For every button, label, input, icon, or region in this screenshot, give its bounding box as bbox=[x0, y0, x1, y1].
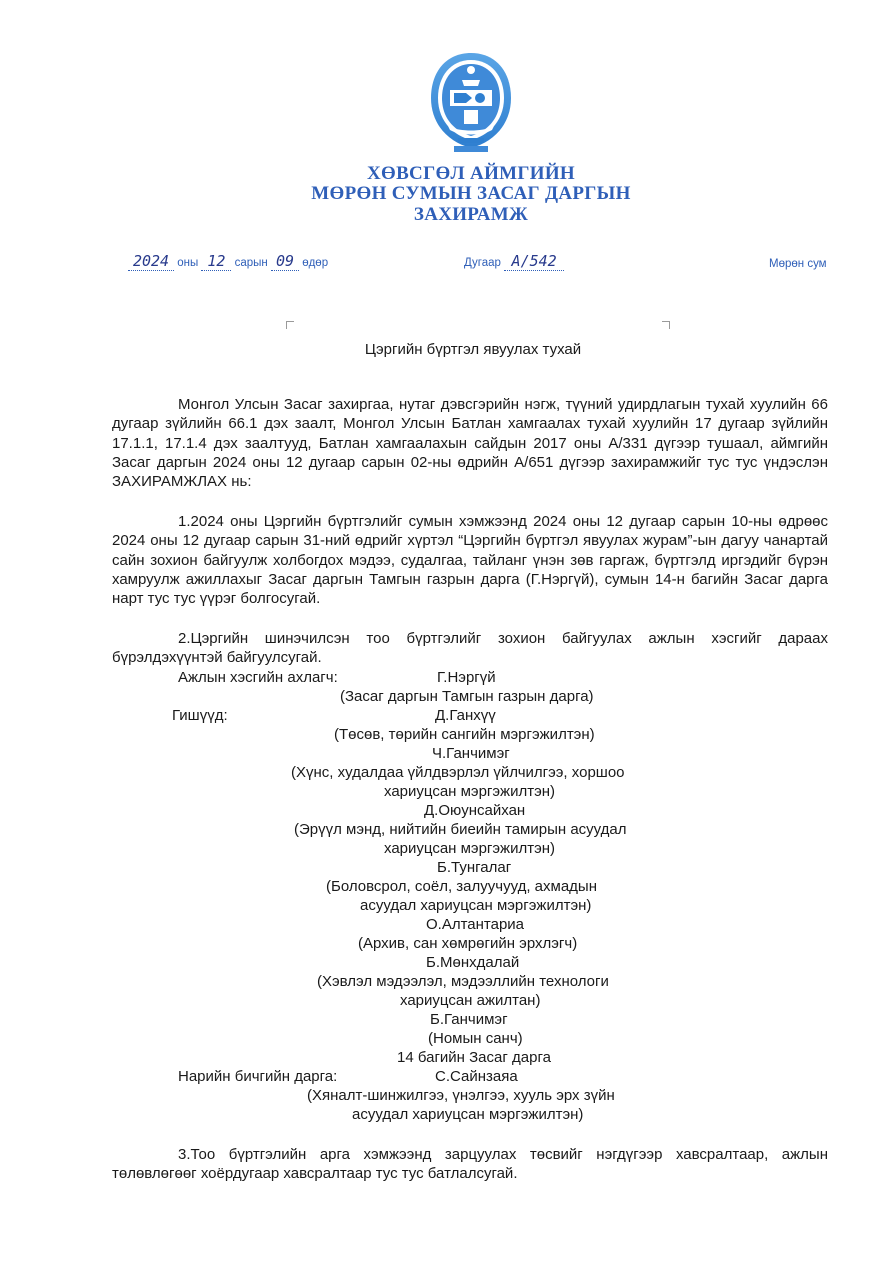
place-name: Мөрөн сум bbox=[769, 258, 827, 270]
member-line: асуудал хариуцсан мэргэжилтэн) bbox=[360, 897, 592, 914]
members-label: Гишүүд: bbox=[172, 707, 228, 724]
member-line: (Хүнс, худалдаа үйлдвэрлэл үйлчилгээ, хоршоо bbox=[291, 764, 625, 781]
paragraph-1 bbox=[112, 512, 828, 608]
member-line: Б.Мөнхдалай bbox=[426, 954, 520, 971]
date-day: 09 bbox=[271, 252, 299, 271]
margin-mark-right bbox=[662, 321, 670, 329]
member-line: (Архив, сан хөмрөгийн эрхлэгч) bbox=[358, 935, 578, 952]
member-line: (Боловсрол, соёл, залуучууд, ахмадын bbox=[326, 878, 597, 895]
paragraph-3 bbox=[112, 1145, 828, 1184]
intro-paragraph bbox=[112, 395, 828, 491]
member-line: (Хэвлэл мэдээлэл, мэдээллийн технологи bbox=[317, 973, 609, 990]
header-aimag: ХӨВСГӨЛ АЙМГИЙН bbox=[366, 163, 576, 184]
date-row bbox=[128, 252, 328, 271]
date-month-label: сарын bbox=[234, 257, 268, 269]
date-month: 12 bbox=[201, 252, 231, 271]
paragraph-1-text: 1.2024 оны Цэргийн бүртгэлийг сумын хэмжээнд 2024 оны 12 дугаар сарын 10-ны өдрөөс 2024 оны 12 дугаар сарын 31-ний өдрийг хүртэл “Цэргийн бүртгэл явуулах журам”-ын дагуу чанартай сайн зохион байгуулж холбогдох мэдээ, судалгаа, тайланг үнэн зөв гаргаж, бүртгэлд иргэдийг бүрэн хамруулж ажиллахыг Засаг даргын Тамгын газрын дарга (Г.Нэргүй), сумын 14-н багийн Засаг дарга нарт тус тус үүрэг болгосугай. bbox=[112, 513, 828, 608]
secretary-name: С.Сайнзаяа bbox=[435, 1068, 518, 1085]
member-line: Б.Тунгалаг bbox=[437, 859, 512, 876]
head-role: (Засаг даргын Тамгын газрын дарга) bbox=[340, 688, 594, 705]
secretary-role: (Хяналт-шинжилгээ, үнэлгээ, хууль эрх зүйн bbox=[307, 1087, 615, 1104]
member-line: Д.Оюунсайхан bbox=[424, 802, 526, 819]
date-year: 2024 bbox=[128, 252, 174, 271]
number-row bbox=[464, 252, 564, 271]
member-line: (Эрүүл мэнд, нийтийн биеийн тамирын асуудал bbox=[294, 821, 627, 838]
date-year-label: оны bbox=[177, 257, 199, 269]
member-line: хариуцсан мэргэжилтэн) bbox=[384, 840, 556, 857]
intro-text: Монгол Улсын Засаг захиргаа, нутаг дэвсгэрийн нэгж, түүний удирдлагын тухай хуулийн 66 дугаар зүйлийн 66.1 дэх заалт, Монгол Улсын Батлан хамгаалах тухай хуулийн 17 дугаар зүйлийн 17.1.1, 17.1.4 дэх заалтууд, Батлан хамгаалахын сайдын 2017 оны А/331 дүгээр тушаал, аймгийн Засаг даргын 2024 оны 12 дугаар сарын 02-ны өдрийн А/651 дүгээр захирамжийг тус тус үндэслэн ЗАХИРАМЖЛАХ нь: bbox=[112, 396, 828, 491]
document-number: А/542 bbox=[504, 252, 564, 271]
paragraph-3-text: 3.Тоо бүртгэлийн арга хэмжээнд зарцуулах төсвийг нэгдүгээр хавсралтаар, ажлын төлөвлөгөөг хоёрдугаар хавсралтаар тус тус батлалсугай. bbox=[112, 1146, 828, 1183]
head-name: Г.Нэргүй bbox=[437, 669, 496, 686]
member-line: Б.Ганчимэг bbox=[430, 1011, 508, 1028]
member-line: (Номын санч) bbox=[428, 1030, 523, 1047]
member-line: (Төсөв, төрийн сангийн мэргэжилтэн) bbox=[334, 726, 595, 743]
member-line: 14 багийн Засаг дарга bbox=[397, 1049, 551, 1066]
margin-mark-left bbox=[286, 321, 294, 329]
head-label: Ажлын хэсгийн ахлагч: bbox=[178, 669, 338, 686]
member-line: хариуцсан мэргэжилтэн) bbox=[384, 783, 556, 800]
secretary-role: асуудал хариуцсан мэргэжилтэн) bbox=[352, 1106, 584, 1123]
member-line: О.Алтантариа bbox=[426, 916, 525, 933]
state-emblem-icon bbox=[428, 50, 514, 154]
header-doc-type: ЗАХИРАМЖ bbox=[413, 204, 529, 225]
member-line: Д.Ганхүү bbox=[435, 707, 496, 724]
paragraph-2 bbox=[112, 629, 828, 668]
document-subject: Цэргийн бүртгэл явуулах тухай bbox=[364, 341, 582, 358]
header-governor: МӨРӨН СУМЫН ЗАСАГ ДАРГЫН bbox=[311, 183, 631, 204]
date-day-label: өдөр bbox=[302, 257, 329, 269]
paragraph-2-text: 2.Цэргийн шинэчилсэн тоо бүртгэлийг зохион байгуулах ажлын хэсгийг дараах бүрэлдэхүүнтэй байгуулсугай. bbox=[112, 630, 828, 667]
member-line: хариуцсан ажилтан) bbox=[400, 992, 541, 1009]
member-line: Ч.Ганчимэг bbox=[432, 745, 510, 762]
number-label: Дугаар bbox=[464, 257, 501, 269]
secretary-label: Нарийн бичгийн дарга: bbox=[178, 1068, 338, 1085]
